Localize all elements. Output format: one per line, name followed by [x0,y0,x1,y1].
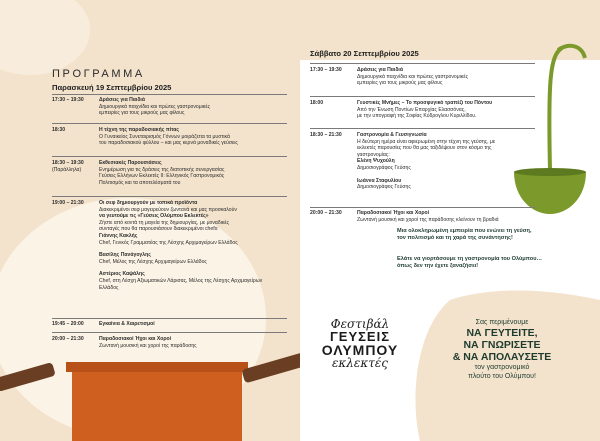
closing-line: Μια ολοκληρωμένη εμπειρία που ενώνει τη γεύση, [397,228,532,234]
chef-role: Chef, στη Λέσχη Αξιωματικών Λάρισας, Μέλος της Λέσχης Αρχιμαγείρων Ελλάδος [99,277,263,291]
friday-date: Παρασκευή 19 Σεπτεμβρίου 2025 [52,83,172,92]
event-line: του παραδοσιακού φύλλου – και μας κερνά μοναδικές γεύσεις [99,140,238,147]
event-line: γαστρονομίας: [357,151,390,158]
event-line: Ζωντανή μουσική και χοροί της παράδοσης [99,342,197,349]
event-title: Δράσεις για Παιδιά [357,67,403,73]
invitation-block [422,318,582,381]
event-time: 19:45 – 20:00 [52,321,84,327]
event-title: Παραδοσιακοί Ήχοι και Χοροί [357,210,430,216]
guest-role: Δημοσιογράφος Γεύσης [357,184,411,191]
invite-line: Σας περιμένουμε [475,319,529,326]
event-title: Παραδοσιακοί Ήχοι και Χοροί [99,336,172,342]
event-line: Πολιτισμός και τα αποτελέσματά του [99,179,181,186]
invite-headline: & ΝΑ ΑΠΟΛΑΥΣΕΤΕ [452,351,552,363]
event-line: να γευτούμε τις «Γεύσεις Ολύμπου Εκλεκτές» [99,213,209,220]
divider [52,94,287,95]
invite-line: πλούτο του Ολύμπου! [468,373,536,380]
divider [310,63,535,64]
event-time: 17:30 – 19:30 [52,97,84,103]
event-line: Ζήστε από κοντά τη μαγεία της δημιουργίας, με μοναδικές [99,219,230,226]
event-line: Η δεύτερη ημέρα είναι αφιερωμένη στην τέχνη της γεύσης, με [357,138,496,145]
closing-paragraph-2 [397,256,597,270]
event-time: 18:00 [310,100,324,106]
invite-line: τον γαστρονομικό [474,364,530,371]
event-time-note: (Παράλληλα) [52,167,82,173]
event-time: 17:30 – 19:30 [310,67,342,73]
event-time: 20:00 – 21:30 [52,336,84,342]
divider [52,318,287,319]
event-line: Δημιουργικά παιχνίδια και πρώτες γαστρονομικές [99,103,211,110]
logo-word: ΓΕΥΣΕΙΣ [329,329,391,344]
logo-word: ΟΛΥΜΠΟΥ [321,342,399,358]
event-line: εμπειρίες για τους μικρούς μας φίλους [99,110,185,117]
event-line: Από την Ένωση Ποντίων Επαρχίας Ελασσόνας, [357,106,466,113]
divider [310,207,535,208]
event-time: 20:00 – 21:30 [310,210,342,216]
event-title: Γευστικές Μνήμες – Το προσφυγικό τραπέζι του Πόντου [357,100,493,106]
invite-headline: ΝΑ ΓΝΩΡΙΣΕΤΕ [463,339,541,351]
event-line: Δημιουργικά παιχνίδια και πρώτες γαστρονομικές [357,73,469,80]
closing-line: όπως δεν την έχετε ξαναζήσει! [397,263,479,270]
guest-name: Ιωάννα Σταφυλίου [357,177,402,184]
event-line: Ενημέρωση για τις δράσεις της διατοπικής συνεργασίας [99,166,225,173]
chef-role: Chef, Μέλος της Λέσχης Αρχιμαγείρων Ελλάδος [99,258,207,265]
closing-paragraph-1 [397,228,597,242]
event-time: 18:30 [52,127,66,133]
event-time: 18:30 – 19:30 [52,160,84,166]
guest-name: Ελένη Ψυχούλη [357,158,395,165]
divider [52,332,287,333]
festival-logo [305,318,415,388]
event-line: Ζωντανή μουσική και χοροί της παράδοσης κλείνουν τη βραδιά [357,216,499,223]
program-heading: ΠΡΟΓΡΑΜΜΑ [52,68,145,80]
closing-line: τον πολιτισμό και τη χαρά της συνάντησης! [397,235,513,242]
invite-headline: ΝΑ ΓΕΥΤΕΙΤΕ, [466,327,538,339]
event-title: Γαστρονομία & Γευσιγνωσία [357,132,427,138]
event-line: συνταγές που θα παρουσιάσουν διακεκριμένοι chefs: [99,226,219,233]
divider [310,96,535,97]
event-line: με την υπογραφή της Σοφίας Κύδρογλου Κυριλλίδου. [357,113,477,120]
logo-word: Φεστιβάλ [330,317,390,331]
event-line: Γεύσεις Ελλήνων Εκλεκτές ΙΙ: Ελληνικός Γαστρονομικός [99,173,225,180]
divider [52,156,287,157]
event-time: 18:30 – 21:30 [310,132,342,138]
divider [52,196,287,197]
event-line: εκλεκτές παρουσίες που θα μας ταξιδέψουν στον κόσμο της [357,145,492,152]
event-title: Δράσεις για Παιδιά [99,97,145,103]
chef-name: Αστέριος Καψάλης [99,271,145,278]
logo-word: εκλεκτές [331,356,389,370]
event-title: Η τέχνη της παραδοσιακής πίτας [99,127,180,133]
divider [310,128,535,129]
event-line: Διακεκριμένοι σεφ μαγειρεύουν ζωντανά και μας προσκαλούν [99,206,237,213]
event-time: 19:00 – 21:30 [52,200,84,206]
right-panel [300,0,600,441]
event-line: Ο Γυναικείος Συνεταιρισμός Γόννων μοιράζεται τα μυστικά [99,133,230,140]
event-title: Εκθεσιακές Παρουσιάσεις [99,160,162,166]
chef-name: Βασίλης Πανάγογλης [99,252,151,259]
guest-role: Δημοσιογράφος Γεύσης [357,164,411,171]
chef-name: Γιάννης Κακλής [99,232,138,239]
saturday-date: Σάββατο 20 Σεπτεμβρίου 2025 [310,49,419,58]
divider [52,123,287,124]
event-title: Εγκαίνια & Χαιρετισμοί [99,321,155,327]
event-line: εμπειρίες για τους μικρούς μας φίλους [357,80,443,87]
event-title: Οι σεφ δημιουργούν με τοπικά προϊόντα [99,200,198,206]
chef-role: Chef, Γενικός Γραμματέας της Λέσχης Αρχιμαγείρων Ελλάδος [99,239,238,246]
closing-line: Ελάτε να γιορτάσουμε τη γαστρονομία του Ολύμπου… [397,256,543,262]
